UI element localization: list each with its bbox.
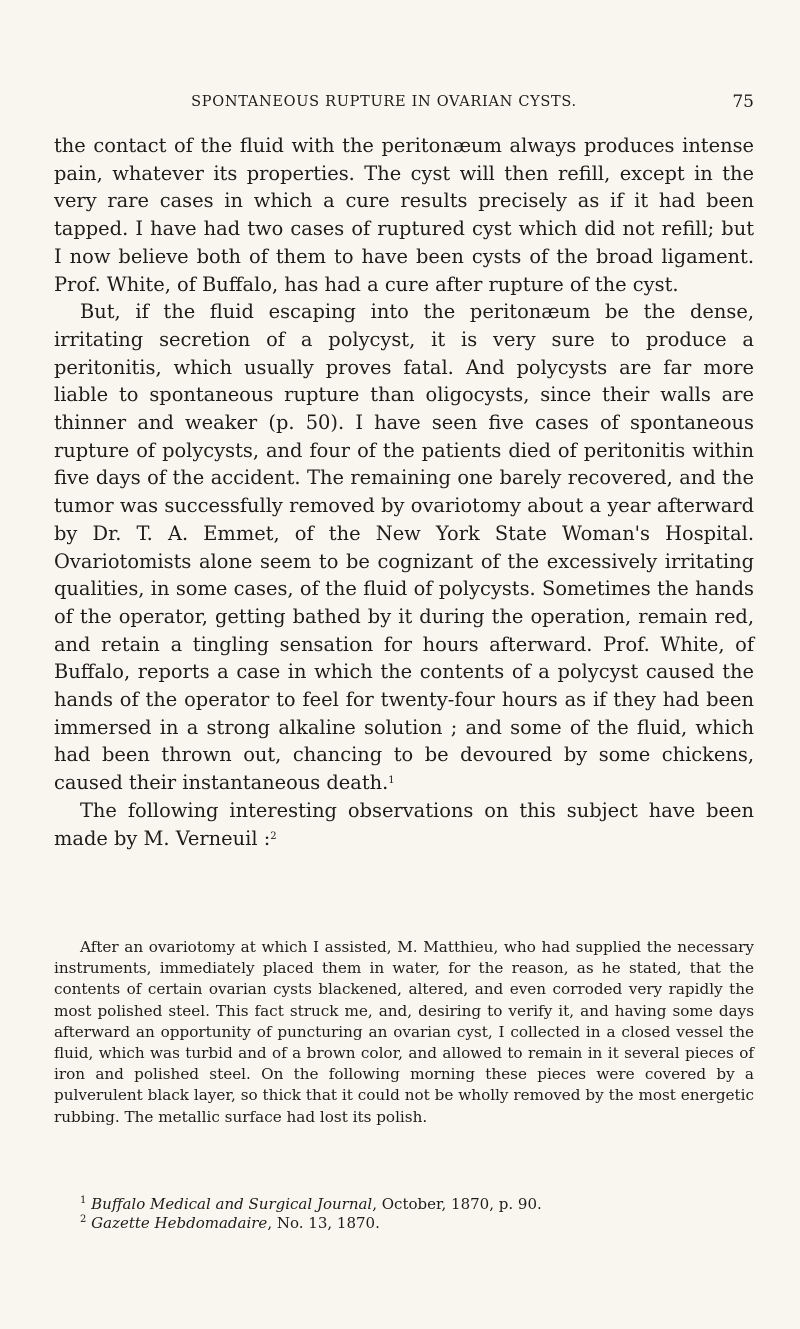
running-head	[54, 92, 754, 116]
footnote-mark: 1	[80, 1195, 87, 1206]
paragraph-2	[54, 298, 754, 797]
footnote	[80, 1214, 750, 1233]
footnote-details: , No. 13, 1870.	[267, 1214, 380, 1232]
footnote-ref-2: 2	[270, 830, 277, 842]
block-quote	[54, 937, 754, 1128]
footnote	[80, 1195, 750, 1214]
footnote-details: , October, 1870, p. 90.	[372, 1195, 542, 1213]
paragraph-1: the contact of the fluid with the peritonæum always produces intense pain, whatever its properties. The cyst will then refill, except in the very rare cases in which a cure results precisely as if it had been tapped. I have had two cases of ruptured cyst which did not refill; but I now believe both of them to have been cysts of the broad ligament. Prof. White, of Buffalo, has had a cure after rupture of the cyst.	[54, 134, 754, 296]
body-text	[54, 132, 754, 852]
footnote-source: Gazette Hebdomadaire	[91, 1214, 268, 1232]
paragraph-3	[54, 797, 754, 852]
running-title: SPONTANEOUS RUPTURE IN OVARIAN CYSTS.	[191, 94, 577, 110]
footnote-source: Buffalo Medical and Surgical Journal	[91, 1195, 373, 1213]
footnote-mark: 2	[80, 1214, 87, 1225]
paragraph-2-text: But, if the fluid escaping into the peritonæum be the dense, irritating secretion of a polycyst, it is very sure to produce a peritonitis, which usually proves fatal. And polycysts are far more liable to spontaneous rupture than oligocysts, since their walls are thinner and weaker (p. 50). I have seen five cases of spontaneous rupture of polycysts, and four of the patients died of peritonitis within five days of the accident. The remaining one barely recovered, and the tumor was successfully removed by ovariotomy about a year afterward by Dr. T. A. Emmet, of the New York State Woman's Hospital. Ovariotomists alone seem to be cognizant of the excessively irritating qualities, in some cases, of the fluid of polycysts. Sometimes the hands of the operator, getting bathed by it during the operation, remain red, and retain a tingling sensation for hours afterward. Prof. White, of Buffalo, reports a case in which the contents of a polycyst caused the hands of the operator to feel for twenty-four hours as if they had been immersed in a strong alkaline solution ; and some of the fluid, which had been thrown out, chancing to be devoured by some chickens, caused their instantaneous death.	[54, 300, 754, 795]
paragraph-3-text: The following interesting observations on this subject have been made by M. Verneuil :	[54, 798, 754, 850]
page-number: 75	[732, 92, 754, 112]
block-quote-text: After an ovariotomy at which I assisted, M. Matthieu, who had supplied the necessary instruments, immediately placed them in water, for the reason, as he stated, that the contents of certain ovarian cysts blackened, altered, and even corroded very rapidly the most polished steel. This fact struck me, and, desiring to verify it, and having some days afterward an opportunity of puncturing an ovarian cyst, I collected in a closed vessel the fluid, which was turbid and of a brown color, and allowed to remain in it several pieces of iron and polished steel. On the following morning these pieces were covered by a pulverulent black layer, so thick that it could not be wholly removed by the most energetic rubbing. The metallic surface had lost its polish.	[54, 938, 754, 1126]
footnotes	[80, 1195, 750, 1233]
footnote-ref-1: 1	[388, 775, 395, 787]
